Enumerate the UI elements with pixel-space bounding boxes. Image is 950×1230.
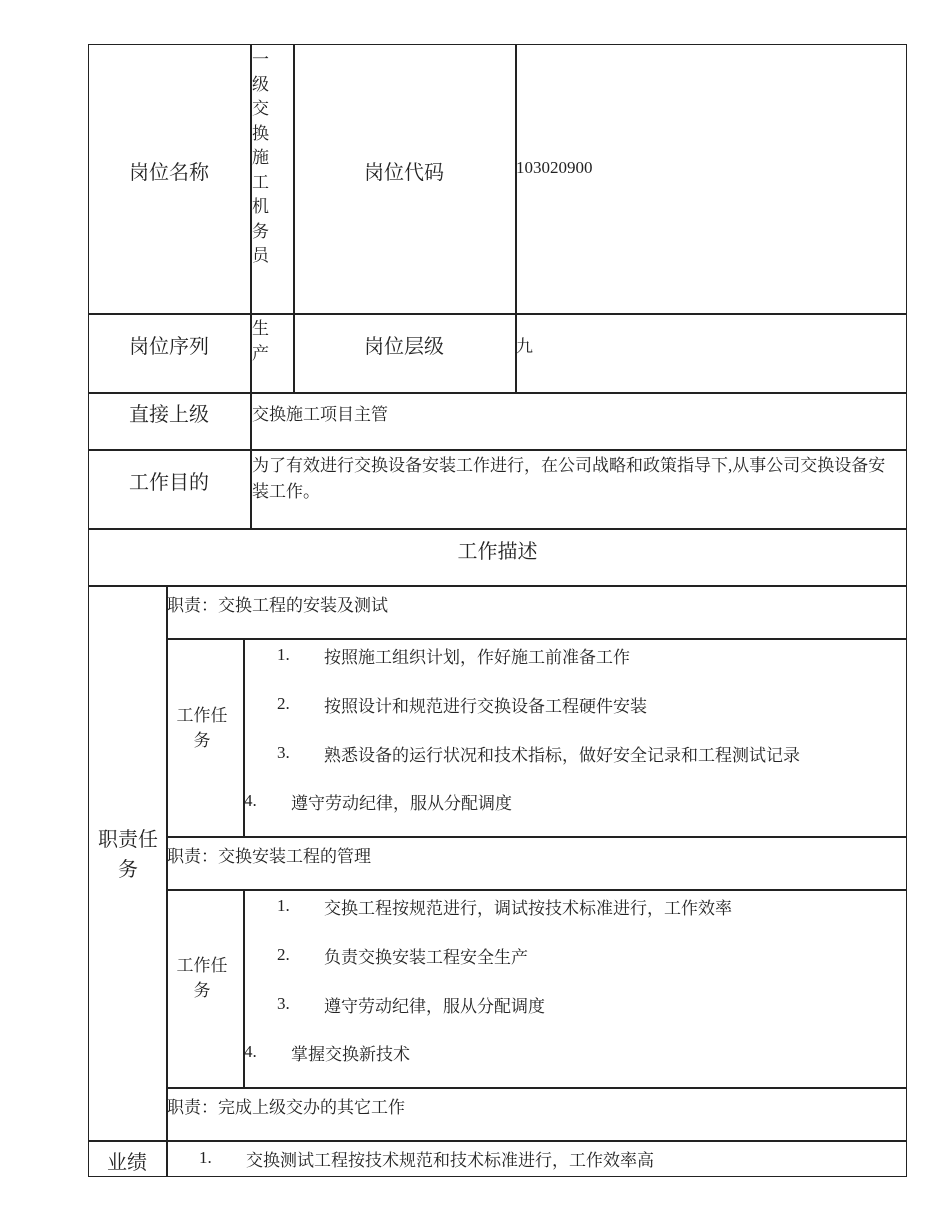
task-text: 按照施工组织计划，作好施工前准备工作 <box>324 648 630 667</box>
task-number: 4. <box>244 791 257 810</box>
row-divider <box>166 1087 907 1089</box>
purpose-label: 工作目的 <box>129 470 209 494</box>
task-number: 4. <box>244 1042 257 1061</box>
task-number: 3. <box>277 994 290 1013</box>
performance-item-text: 交换测试工程按技术规范和技术标准进行，工作效率高 <box>246 1151 654 1170</box>
task-number: 1. <box>277 896 290 915</box>
supervisor-label: 直接上级 <box>129 402 209 426</box>
tasks-label: 工作任务 <box>176 706 228 750</box>
purpose-value: 为了有效进行交换设备安装工作进行，在公司战略和政策指导下,从事公司交换设备安装工作。 <box>252 456 886 501</box>
task-number: 3. <box>277 743 290 762</box>
row-divider <box>88 313 907 315</box>
row-divider <box>88 392 907 394</box>
tasks-label: 工作任务 <box>176 956 228 1000</box>
duty-title: 职责：完成上级交办的其它工作 <box>167 1098 405 1117</box>
duties-label: 职责任务 <box>98 827 158 881</box>
position-code-value: 103020900 <box>516 158 593 177</box>
performance-label: 业绩 <box>107 1150 147 1174</box>
task-number: 1. <box>277 645 290 664</box>
position-series-label: 岗位序列 <box>129 334 209 358</box>
task-text: 负责交换安装工程安全生产 <box>324 948 528 967</box>
performance-item-number: 1. <box>199 1148 212 1167</box>
row-divider <box>166 889 907 891</box>
task-text: 遵守劳动纪律，服从分配调度 <box>324 997 545 1016</box>
row-divider <box>88 449 907 451</box>
col-divider <box>166 585 168 1177</box>
row-divider <box>88 1140 907 1142</box>
position-level-value: 九 <box>516 337 533 356</box>
position-level-label: 岗位层级 <box>364 334 444 358</box>
work-description-title: 工作描述 <box>457 539 538 563</box>
row-divider <box>88 528 907 530</box>
row-divider <box>166 638 907 640</box>
position-series-value: 生产 <box>252 319 269 363</box>
row-divider <box>88 585 907 587</box>
task-text: 熟悉设备的运行状况和技术指标，做好安全记录和工程测试记录 <box>324 746 800 765</box>
row-divider <box>166 836 907 838</box>
task-number: 2. <box>277 945 290 964</box>
position-name-label: 岗位名称 <box>129 160 209 184</box>
task-text: 掌握交换新技术 <box>291 1045 410 1064</box>
duty-title: 职责：交换工程的安装及测试 <box>167 596 388 615</box>
duty-title: 职责：交换安装工程的管理 <box>167 847 371 866</box>
task-text: 交换工程按规范进行，调试按技术标准进行，工作效率 <box>324 899 732 918</box>
position-name-value: 一级交换施工机务员 <box>252 50 269 265</box>
task-number: 2. <box>277 694 290 713</box>
task-text: 按照设计和规范进行交换设备工程硬件安装 <box>324 697 647 716</box>
supervisor-value: 交换施工项目主管 <box>252 405 388 424</box>
position-code-label: 岗位代码 <box>364 160 444 184</box>
task-text: 遵守劳动纪律，服从分配调度 <box>291 794 512 813</box>
